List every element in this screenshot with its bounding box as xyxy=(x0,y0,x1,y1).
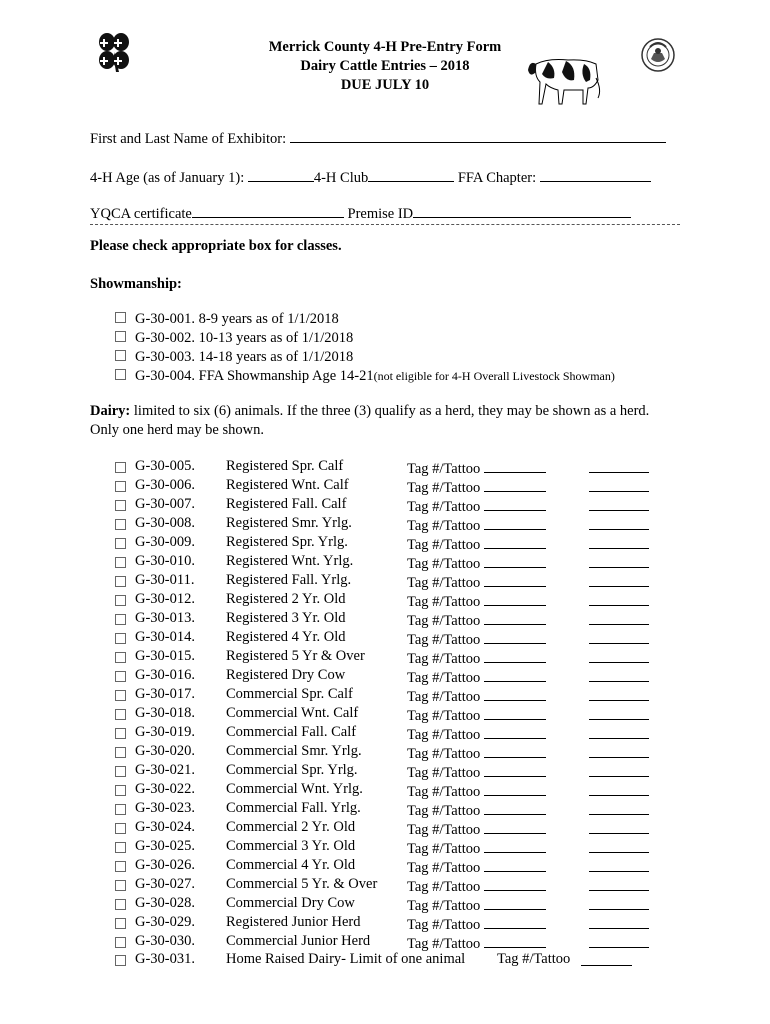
class-code: G-30-021. xyxy=(135,762,196,778)
checkbox[interactable] xyxy=(115,747,126,758)
tag-tattoo xyxy=(407,648,546,668)
extra-tag-field[interactable] xyxy=(589,496,649,511)
class-code: G-30-011. xyxy=(135,572,195,588)
extra-blank xyxy=(589,876,649,896)
tag-tattoo-label: Tag #/Tattoo xyxy=(407,518,481,534)
age-field[interactable] xyxy=(248,167,314,182)
dairy-class-row xyxy=(115,933,675,952)
dairy-class-row xyxy=(115,781,675,800)
extra-blank xyxy=(589,800,649,820)
tag-tattoo xyxy=(407,857,546,877)
tag-tattoo xyxy=(407,667,546,687)
checkbox[interactable] xyxy=(115,519,126,530)
dairy-class-row xyxy=(115,553,675,572)
tag-tattoo-label: Tag #/Tattoo xyxy=(407,727,481,743)
extra-tag-field[interactable] xyxy=(589,705,649,720)
class-name: Home Raised Dairy- Limit of one animal xyxy=(226,951,466,967)
section-divider xyxy=(90,224,680,225)
tag-tattoo-field[interactable] xyxy=(484,914,546,929)
class-name: Registered 3 Yr. Old xyxy=(226,610,346,626)
dairy-class-row xyxy=(115,857,675,876)
class-code: G-30-016. xyxy=(135,667,196,683)
class-name: Commercial Dry Cow xyxy=(226,895,355,911)
tag-tattoo xyxy=(407,724,546,744)
class-name: Registered 5 Yr & Over xyxy=(226,648,365,664)
showmanship-item-text: G-30-001. 8-9 years as of 1/1/2018 xyxy=(135,311,339,327)
class-code: G-30-027. xyxy=(135,876,196,892)
dairy-class-row xyxy=(115,591,675,610)
checkbox[interactable] xyxy=(115,766,126,777)
class-name: Commercial Wnt. Yrlg. xyxy=(226,781,363,797)
age-label: 4-H Age (as of January 1): xyxy=(90,170,245,186)
class-name: Registered Wnt. Calf xyxy=(226,477,349,493)
form-header xyxy=(0,38,770,95)
tag-tattoo xyxy=(407,933,546,953)
showmanship-item-note: (not eligible for 4-H Overall Livestock Showman) xyxy=(373,369,615,383)
class-name: Commercial 2 Yr. Old xyxy=(226,819,356,835)
extra-blank xyxy=(589,705,649,725)
class-code: G-30-023. xyxy=(135,800,196,816)
tag-tattoo-field[interactable] xyxy=(484,895,546,910)
extra-blank xyxy=(589,781,649,801)
extra-blank xyxy=(589,610,649,630)
tag-tattoo-field[interactable] xyxy=(484,800,546,815)
checkbox[interactable] xyxy=(115,369,126,380)
extra-tag-field[interactable] xyxy=(589,914,649,929)
dairy-class-row xyxy=(115,686,675,705)
age-club-row xyxy=(90,167,651,187)
extra-blank xyxy=(589,591,649,611)
tag-tattoo-field[interactable] xyxy=(484,705,546,720)
checkbox[interactable] xyxy=(115,481,126,492)
dairy-class-row xyxy=(115,819,675,838)
tag-tattoo-field[interactable] xyxy=(484,496,546,511)
checkbox[interactable] xyxy=(115,728,126,739)
tag-tattoo-label: Tag #/Tattoo xyxy=(407,575,481,591)
tag-tattoo-label: Tag #/Tattoo xyxy=(407,613,481,629)
dairy-class-row xyxy=(115,914,675,933)
extra-tag-field[interactable] xyxy=(589,743,649,758)
tag-tattoo-label: Tag #/Tattoo xyxy=(407,917,481,933)
club-label: 4-H Club xyxy=(313,170,369,186)
extra-tag-field[interactable] xyxy=(589,458,649,473)
dairy-class-row xyxy=(115,762,675,781)
tag-tattoo-field[interactable] xyxy=(484,477,546,492)
tag-tattoo-field[interactable] xyxy=(484,553,546,568)
checkbox[interactable] xyxy=(115,861,126,872)
extra-blank xyxy=(589,496,649,516)
checkbox[interactable] xyxy=(115,350,126,361)
tag-tattoo xyxy=(407,895,546,915)
extra-tag-field[interactable] xyxy=(589,857,649,872)
dairy-class-row xyxy=(115,705,675,724)
checkbox[interactable] xyxy=(115,804,126,815)
dairy-class-row xyxy=(115,496,675,515)
tag-tattoo-field[interactable] xyxy=(581,951,632,966)
class-name: Registered Spr. Yrlg. xyxy=(226,534,348,550)
showmanship-item-text: G-30-003. 14-18 years as of 1/1/2018 xyxy=(135,349,354,365)
extra-tag-field[interactable] xyxy=(589,591,649,606)
checkbox[interactable] xyxy=(115,331,126,342)
class-name: Commercial Fall. Calf xyxy=(226,724,357,740)
checkbox[interactable] xyxy=(115,690,126,701)
showmanship-item xyxy=(115,349,353,366)
extra-tag-field[interactable] xyxy=(589,819,649,834)
class-code: G-30-012. xyxy=(135,591,196,607)
tag-tattoo-field[interactable] xyxy=(484,724,546,739)
exhibitor-name-row xyxy=(90,128,666,148)
showmanship-item xyxy=(115,311,339,328)
tag-tattoo xyxy=(407,838,546,858)
extra-tag-field[interactable] xyxy=(589,477,649,492)
extra-tag-field[interactable] xyxy=(589,781,649,796)
checkbox[interactable] xyxy=(115,918,126,929)
checkbox[interactable] xyxy=(115,652,126,663)
class-name: Registered Junior Herd xyxy=(226,914,361,930)
tag-tattoo-field[interactable] xyxy=(484,876,546,891)
checkbox[interactable] xyxy=(115,823,126,834)
tag-tattoo-label: Tag #/Tattoo xyxy=(407,765,481,781)
tag-tattoo-label: Tag #/Tattoo xyxy=(407,499,481,515)
extra-blank xyxy=(589,895,649,915)
tag-tattoo xyxy=(407,743,546,763)
tag-tattoo-field[interactable] xyxy=(484,819,546,834)
dairy-class-row xyxy=(115,743,675,762)
extra-blank xyxy=(589,819,649,839)
tag-tattoo-field[interactable] xyxy=(484,534,546,549)
tag-tattoo-field[interactable] xyxy=(484,648,546,663)
dairy-class-row xyxy=(115,458,675,477)
checkbox[interactable] xyxy=(115,709,126,720)
checkbox[interactable] xyxy=(115,614,126,625)
premise-id-field[interactable] xyxy=(413,203,631,218)
extra-blank xyxy=(589,553,649,573)
extra-blank xyxy=(589,857,649,877)
tag-tattoo-label: Tag #/Tattoo xyxy=(407,860,481,876)
tag-tattoo-label: Tag #/Tattoo xyxy=(407,670,481,686)
extra-blank xyxy=(589,458,649,478)
showmanship-item xyxy=(115,368,615,385)
checkbox[interactable] xyxy=(115,842,126,853)
tag-tattoo-field[interactable] xyxy=(484,762,546,777)
tag-tattoo xyxy=(407,496,546,516)
class-name: Commercial Spr. Calf xyxy=(226,686,353,702)
class-code: G-30-029. xyxy=(135,914,196,930)
tag-tattoo-field[interactable] xyxy=(484,458,546,473)
dairy-class-row xyxy=(115,477,675,496)
extra-tag-field[interactable] xyxy=(589,667,649,682)
extra-tag-field[interactable] xyxy=(589,534,649,549)
extra-tag-field[interactable] xyxy=(589,553,649,568)
extra-blank xyxy=(589,534,649,554)
class-name: Registered Spr. Calf xyxy=(226,458,344,474)
tag-tattoo-label: Tag #/Tattoo xyxy=(407,898,481,914)
tag-tattoo xyxy=(407,591,546,611)
tag-tattoo xyxy=(407,572,546,592)
class-name: Registered 2 Yr. Old xyxy=(226,591,346,607)
tag-tattoo xyxy=(407,800,546,820)
tag-tattoo-label: Tag #/Tattoo xyxy=(407,784,481,800)
tag-tattoo-label: Tag #/Tattoo xyxy=(407,537,481,553)
extra-tag-field[interactable] xyxy=(589,895,649,910)
instructions: Please check appropriate box for classes. xyxy=(90,238,342,254)
due-date: DUE JULY 10 xyxy=(340,77,430,93)
tag-tattoo-field[interactable] xyxy=(484,838,546,853)
extra-tag-field[interactable] xyxy=(589,648,649,663)
dairy-class-row xyxy=(115,838,675,857)
yqca-field[interactable] xyxy=(192,203,344,218)
checkbox[interactable] xyxy=(115,576,126,587)
dairy-description xyxy=(90,403,649,420)
class-name: Commercial 4 Yr. Old xyxy=(226,857,356,873)
exhibitor-name-label: First and Last Name of Exhibitor: xyxy=(90,131,287,147)
class-code: G-30-019. xyxy=(135,724,196,740)
form-title: Merrick County 4-H Pre-Entry Form xyxy=(268,39,502,55)
class-code: G-30-009. xyxy=(135,534,196,550)
tag-tattoo-field[interactable] xyxy=(484,667,546,682)
form-subtitle: Dairy Cattle Entries – 2018 xyxy=(300,58,470,74)
tag-tattoo xyxy=(407,534,546,554)
class-code: G-30-018. xyxy=(135,705,196,721)
class-code: G-30-005. xyxy=(135,458,196,474)
tag-tattoo-label: Tag #/Tattoo xyxy=(407,822,481,838)
class-code: G-30-024. xyxy=(135,819,196,835)
tag-tattoo-field[interactable] xyxy=(484,781,546,796)
class-name: Registered Smr. Yrlg. xyxy=(226,515,352,531)
tag-tattoo xyxy=(407,629,546,649)
tag-tattoo-label: Tag #/Tattoo xyxy=(407,708,481,724)
tag-tattoo xyxy=(407,819,546,839)
dairy-text-1: limited to six (6) animals. If the three (3) qualify as a herd, they may be shown as a herd. xyxy=(130,403,650,419)
tag-tattoo-label: Tag #/Tattoo xyxy=(407,746,481,762)
dairy-class-row xyxy=(115,515,675,534)
tag-tattoo-field[interactable] xyxy=(484,610,546,625)
class-name: Commercial Wnt. Calf xyxy=(226,705,359,721)
class-name: Commercial Junior Herd xyxy=(226,933,371,949)
class-code: G-30-017. xyxy=(135,686,196,702)
class-name: Registered Fall. Calf xyxy=(226,496,347,512)
dairy-class-row xyxy=(115,629,675,648)
showmanship-item-text: G-30-004. FFA Showmanship Age 14-21 xyxy=(135,368,374,384)
tag-tattoo-label: Tag #/Tattoo xyxy=(407,803,481,819)
checkbox[interactable] xyxy=(115,937,126,948)
class-code: G-30-030. xyxy=(135,933,196,949)
checkbox[interactable] xyxy=(115,500,126,511)
tag-tattoo xyxy=(407,914,546,934)
extra-blank xyxy=(589,914,649,934)
tag-tattoo xyxy=(407,477,546,497)
class-code: G-30-031. xyxy=(135,951,196,967)
tag-tattoo-label: Tag #/Tattoo xyxy=(407,879,481,895)
checkbox[interactable] xyxy=(115,557,126,568)
dairy-class-row xyxy=(115,648,675,667)
extra-blank xyxy=(589,667,649,687)
class-code: G-30-015. xyxy=(135,648,196,664)
dairy-class-row xyxy=(115,895,675,914)
extra-tag-field[interactable] xyxy=(589,800,649,815)
tag-tattoo-field[interactable] xyxy=(484,933,546,948)
extra-tag-field[interactable] xyxy=(589,724,649,739)
tag-tattoo-field[interactable] xyxy=(484,857,546,872)
dairy-class-row xyxy=(115,572,675,591)
extra-blank xyxy=(589,743,649,763)
extra-tag-field[interactable] xyxy=(589,515,649,530)
club-field[interactable] xyxy=(368,167,454,182)
tag-tattoo-label: Tag #/Tattoo xyxy=(497,951,571,967)
class-name: Commercial 3 Yr. Old xyxy=(226,838,356,854)
extra-tag-field[interactable] xyxy=(589,762,649,777)
extra-tag-field[interactable] xyxy=(589,610,649,625)
class-code: G-30-014. xyxy=(135,629,196,645)
class-code: G-30-022. xyxy=(135,781,196,797)
class-name: Commercial Smr. Yrlg. xyxy=(226,743,362,759)
extra-tag-field[interactable] xyxy=(589,876,649,891)
tag-tattoo-field[interactable] xyxy=(484,686,546,701)
checkbox[interactable] xyxy=(115,955,126,966)
tag-tattoo xyxy=(407,876,546,896)
showmanship-item xyxy=(115,330,353,347)
checkbox[interactable] xyxy=(115,633,126,644)
class-code: G-30-020. xyxy=(135,743,196,759)
exhibitor-name-field[interactable] xyxy=(290,128,666,143)
class-name: Registered Wnt. Yrlg. xyxy=(226,553,354,569)
extra-tag-field[interactable] xyxy=(589,838,649,853)
class-code: G-30-007. xyxy=(135,496,196,512)
tag-tattoo xyxy=(407,686,546,706)
tag-tattoo-field[interactable] xyxy=(484,515,546,530)
extra-blank xyxy=(589,933,649,953)
tag-tattoo xyxy=(407,458,546,478)
tag-tattoo-field[interactable] xyxy=(484,629,546,644)
showmanship-item-text: G-30-002. 10-13 years as of 1/1/2018 xyxy=(135,330,354,346)
extra-blank xyxy=(589,477,649,497)
dairy-class-row xyxy=(115,667,675,686)
tag-tattoo-label: Tag #/Tattoo xyxy=(407,689,481,705)
tag-tattoo xyxy=(407,781,546,801)
extra-blank xyxy=(589,686,649,706)
dairy-class-row xyxy=(115,610,675,629)
dairy-class-row xyxy=(115,724,675,743)
checkbox[interactable] xyxy=(115,671,126,682)
dairy-class-row xyxy=(115,534,675,553)
tag-tattoo-label: Tag #/Tattoo xyxy=(407,632,481,648)
class-code: G-30-025. xyxy=(135,838,196,854)
extra-blank xyxy=(589,572,649,592)
class-name: Registered 4 Yr. Old xyxy=(226,629,346,645)
dairy-class-row xyxy=(115,800,675,819)
tag-tattoo-label: Tag #/Tattoo xyxy=(407,594,481,610)
tag-tattoo xyxy=(407,705,546,725)
checkbox[interactable] xyxy=(115,595,126,606)
showmanship-heading: Showmanship: xyxy=(90,276,182,292)
dairy-class-row-home-raised xyxy=(115,951,675,970)
tag-tattoo-field[interactable] xyxy=(484,591,546,606)
tag-tattoo-label: Tag #/Tattoo xyxy=(407,651,481,667)
class-code: G-30-006. xyxy=(135,477,196,493)
class-name: Registered Dry Cow xyxy=(226,667,346,683)
ffa-chapter-field[interactable] xyxy=(540,167,651,182)
tag-tattoo-label: Tag #/Tattoo xyxy=(407,936,481,952)
class-code: G-30-010. xyxy=(135,553,196,569)
checkbox[interactable] xyxy=(115,899,126,910)
premise-id-label: Premise ID xyxy=(347,206,414,222)
extra-tag-field[interactable] xyxy=(589,629,649,644)
extra-blank xyxy=(589,515,649,535)
extra-tag-field[interactable] xyxy=(589,933,649,948)
extra-blank xyxy=(589,762,649,782)
tag-tattoo-label: Tag #/Tattoo xyxy=(407,841,481,857)
class-name: Commercial Spr. Yrlg. xyxy=(226,762,358,778)
class-name: Registered Fall. Yrlg. xyxy=(226,572,352,588)
class-code: G-30-013. xyxy=(135,610,196,626)
class-name: Commercial 5 Yr. & Over xyxy=(226,876,378,892)
tag-tattoo xyxy=(407,762,546,782)
checkbox[interactable] xyxy=(115,312,126,323)
extra-blank xyxy=(589,648,649,668)
dairy-label: Dairy: xyxy=(90,403,131,419)
class-code: G-30-028. xyxy=(135,895,196,911)
yqca-premise-row xyxy=(90,203,631,223)
tag-tattoo xyxy=(407,610,546,630)
checkbox[interactable] xyxy=(115,785,126,796)
extra-blank xyxy=(589,629,649,649)
checkbox[interactable] xyxy=(115,880,126,891)
extra-tag-field[interactable] xyxy=(589,686,649,701)
tag-tattoo-field[interactable] xyxy=(484,743,546,758)
tag-tattoo-label: Tag #/Tattoo xyxy=(407,480,481,496)
tag-tattoo xyxy=(407,553,546,573)
class-code: G-30-008. xyxy=(135,515,196,531)
ffa-chapter-label: FFA Chapter: xyxy=(457,170,537,186)
dairy-class-row xyxy=(115,876,675,895)
yqca-label: YQCA certificate xyxy=(90,206,192,222)
class-name: Commercial Fall. Yrlg. xyxy=(226,800,361,816)
dairy-text-2: Only one herd may be shown. xyxy=(90,422,264,438)
extra-blank xyxy=(589,724,649,744)
tag-tattoo-label: Tag #/Tattoo xyxy=(407,556,481,572)
class-code: G-30-026. xyxy=(135,857,196,873)
extra-tag-field[interactable] xyxy=(589,572,649,587)
checkbox[interactable] xyxy=(115,462,126,473)
checkbox[interactable] xyxy=(115,538,126,549)
extra-blank xyxy=(589,838,649,858)
tag-tattoo-field[interactable] xyxy=(484,572,546,587)
tag-tattoo xyxy=(407,515,546,535)
tag-tattoo-label: Tag #/Tattoo xyxy=(407,461,481,477)
